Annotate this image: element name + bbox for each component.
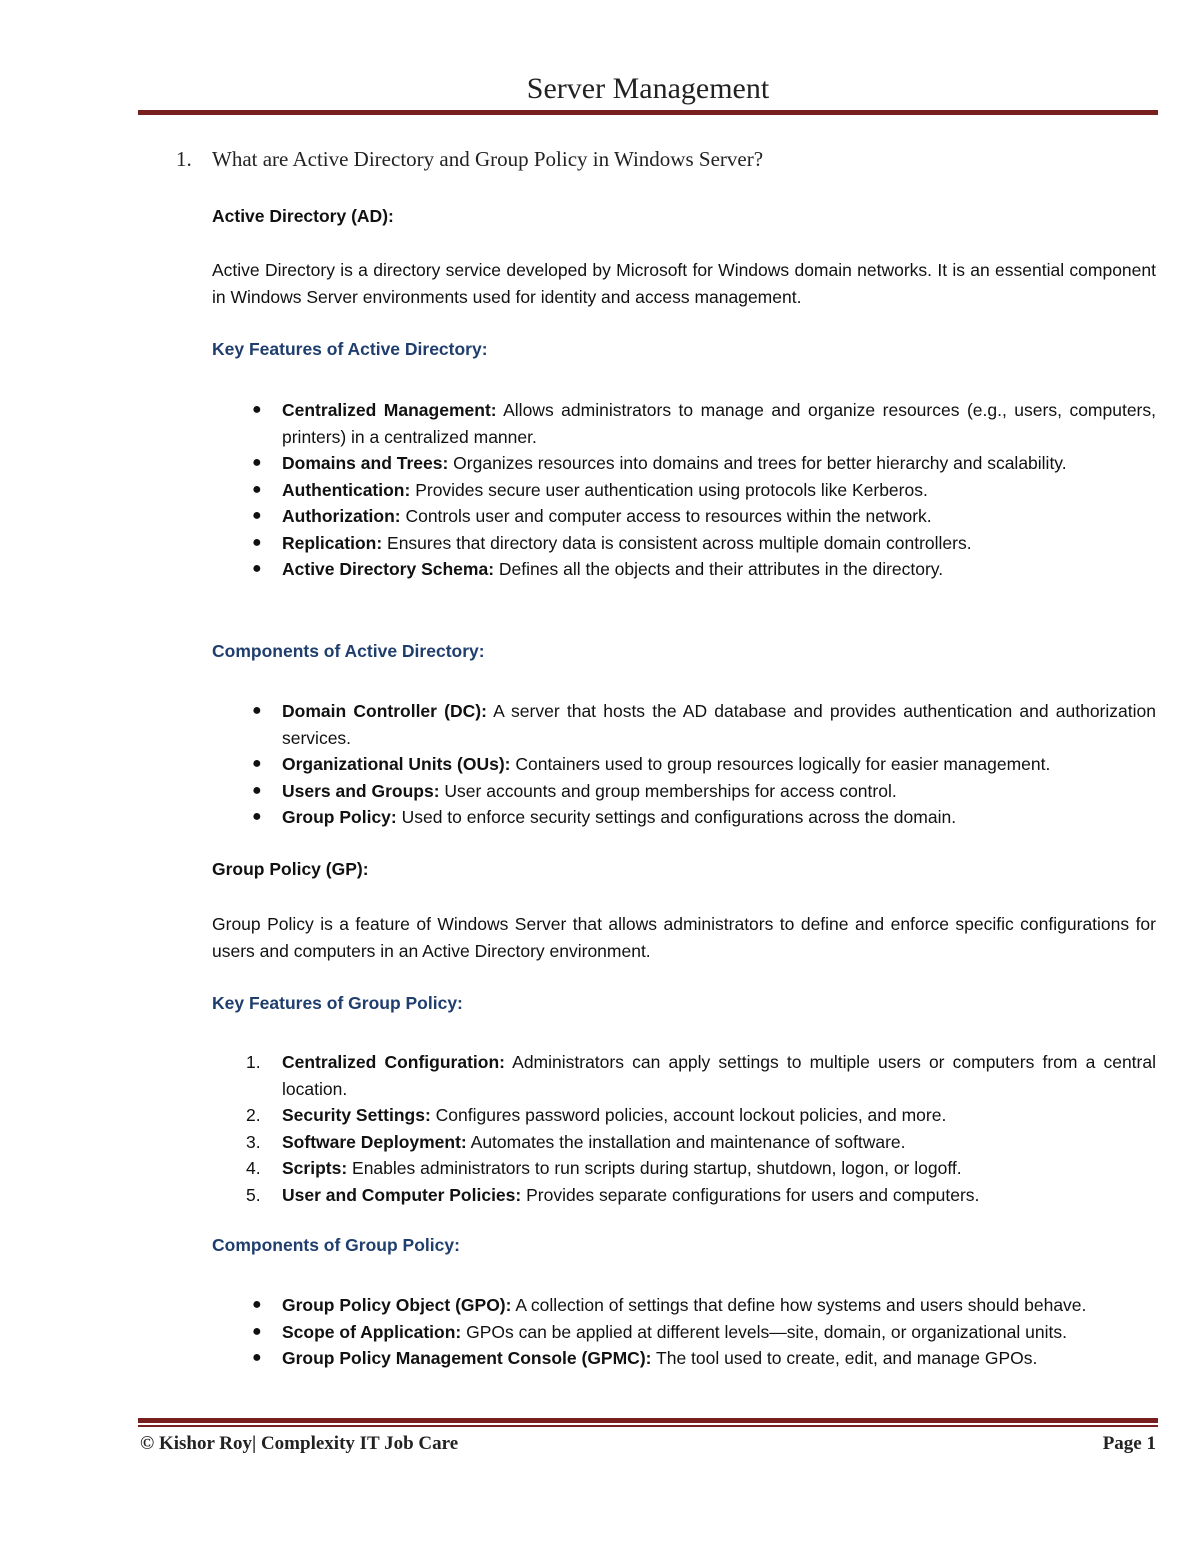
gp-intro: Group Policy is a feature of Windows Server that allows administrators to define and enforce specific configurations for users and computers in an Active Directory environment. [212, 914, 1156, 961]
list-item [212, 1102, 1156, 1129]
item-desc: GPOs can be applied at different levels—site, domain, or organizational units. [461, 1321, 1067, 1342]
gp-components-heading: Components of Group Policy: [212, 1235, 460, 1255]
item-desc: A server that hosts the AD database and provides authentication and authorization services. [282, 701, 1156, 748]
item-term: Users and Groups: [282, 780, 440, 801]
bullet-icon: ● [252, 454, 262, 471]
question-text: What are Active Directory and Group Policy in Windows Server? [212, 147, 764, 171]
bullet-icon: ● [252, 755, 262, 772]
question-number: 1. [176, 147, 192, 171]
ad-components-list [212, 698, 1156, 831]
item-desc: Organizes resources into domains and trees for better hierarchy and scalability. [448, 453, 1067, 473]
item-desc: Provides separate configurations for users and computers. [521, 1184, 980, 1205]
list-item [212, 1345, 1156, 1372]
item-term: Replication: [282, 532, 383, 553]
item-desc: Administrators can apply settings to multiple users or computers from a central location. [282, 1052, 1156, 1099]
list-item [212, 503, 1156, 530]
list-item [212, 778, 1156, 805]
list-item [212, 698, 1156, 751]
list-item [212, 450, 1156, 477]
footer-author: © Kishor Roy| Complexity IT Job Care [140, 1433, 459, 1454]
item-desc: Used to enforce security settings and configurations across the domain. [396, 807, 957, 827]
gp-features-list [212, 1049, 1156, 1208]
list-item [212, 804, 1156, 831]
footer-rule-thin [138, 1425, 1158, 1427]
item-desc: The tool used to create, edit, and manage GPOs. [651, 1348, 1038, 1368]
item-desc: Provides secure user authentication using protocols like Kerberos. [410, 479, 928, 500]
item-term: Software Deployment: [282, 1131, 467, 1152]
item-term: Group Policy Management Console (GPMC): [282, 1348, 652, 1368]
list-item [212, 397, 1156, 450]
bullet-icon: ● [252, 1322, 262, 1340]
item-term: Scripts: [282, 1158, 348, 1178]
item-term: Active Directory Schema: [282, 559, 495, 579]
item-term: Security Settings: [282, 1105, 431, 1125]
list-item [212, 1319, 1156, 1346]
list-item [212, 530, 1156, 557]
item-term: Centralized Configuration: [282, 1052, 505, 1072]
item-term: Authorization: [282, 506, 401, 526]
ad-features-heading: Key Features of Active Directory: [212, 339, 488, 359]
list-item [212, 477, 1156, 504]
question-line [176, 147, 763, 172]
bullet-icon: ● [252, 533, 262, 551]
item-number: 4. [246, 1158, 261, 1178]
item-desc: Configures password policies, account lockout policies, and more. [430, 1105, 947, 1125]
ad-features-list [212, 397, 1156, 583]
bullet-icon: ● [252, 560, 262, 577]
item-number: 2. [246, 1105, 261, 1125]
item-term: Group Policy Object (GPO): [282, 1295, 512, 1315]
footer-rule-thick [138, 1418, 1158, 1423]
bullet-icon: ● [252, 507, 262, 524]
item-number: 5. [246, 1184, 261, 1205]
list-item [212, 556, 1156, 583]
list-item [212, 1155, 1156, 1182]
gp-heading: Group Policy (GP): [212, 859, 369, 879]
bullet-icon: ● [252, 702, 262, 719]
item-desc: Controls user and computer access to resources within the network. [400, 506, 932, 526]
item-term: Organizational Units (OUs): [282, 754, 511, 774]
page-header-title: Server Management [526, 72, 770, 105]
list-item [212, 1129, 1156, 1156]
list-item [212, 1292, 1156, 1319]
bullet-icon: ● [252, 401, 262, 418]
bullet-icon: ● [252, 808, 262, 825]
item-desc: Allows administrators to manage and organize resources (e.g., users, computers, printers) in a centralized manner. [282, 400, 1157, 447]
item-term: Centralized Management: [282, 400, 497, 420]
list-item [212, 1182, 1156, 1209]
item-desc: User accounts and group memberships for access control. [439, 780, 897, 801]
item-term: Domain Controller (DC): [282, 701, 487, 721]
item-desc: Containers used to group resources logically for easier management. [510, 754, 1051, 774]
list-item [212, 1049, 1156, 1102]
item-term: User and Computer Policies: [282, 1184, 522, 1205]
gp-components-list [212, 1292, 1156, 1372]
item-desc: Automates the installation and maintenance of software. [466, 1131, 906, 1152]
item-desc: Defines all the objects and their attributes in the directory. [494, 559, 944, 579]
header-rule [138, 110, 1158, 115]
bullet-icon: ● [252, 480, 262, 498]
bullet-icon: ● [252, 781, 262, 799]
footer-page-number: Page 1 [1102, 1433, 1156, 1454]
item-desc: A collection of settings that define how systems and users should behave. [511, 1295, 1087, 1315]
item-term: Authentication: [282, 479, 411, 500]
item-term: Group Policy: [282, 807, 397, 827]
ad-components-heading: Components of Active Directory: [212, 641, 485, 661]
item-term: Scope of Application: [282, 1321, 462, 1342]
bullet-icon: ● [252, 1349, 262, 1366]
gp-features-heading: Key Features of Group Policy: [212, 993, 463, 1013]
item-term: Domains and Trees: [282, 453, 449, 473]
ad-heading: Active Directory (AD): [212, 206, 394, 226]
item-number: 1. [246, 1052, 261, 1072]
item-desc: Ensures that directory data is consistent across multiple domain controllers. [382, 532, 972, 553]
item-desc: Enables administrators to run scripts during startup, shutdown, logon, or logoff. [347, 1158, 962, 1178]
bullet-icon: ● [252, 1296, 262, 1313]
list-item [212, 751, 1156, 778]
ad-intro: Active Directory is a directory service developed by Microsoft for Windows domain networks. It is an essential component in Windows Server environments used for identity and access management. [212, 260, 1156, 307]
item-number: 3. [246, 1131, 261, 1152]
